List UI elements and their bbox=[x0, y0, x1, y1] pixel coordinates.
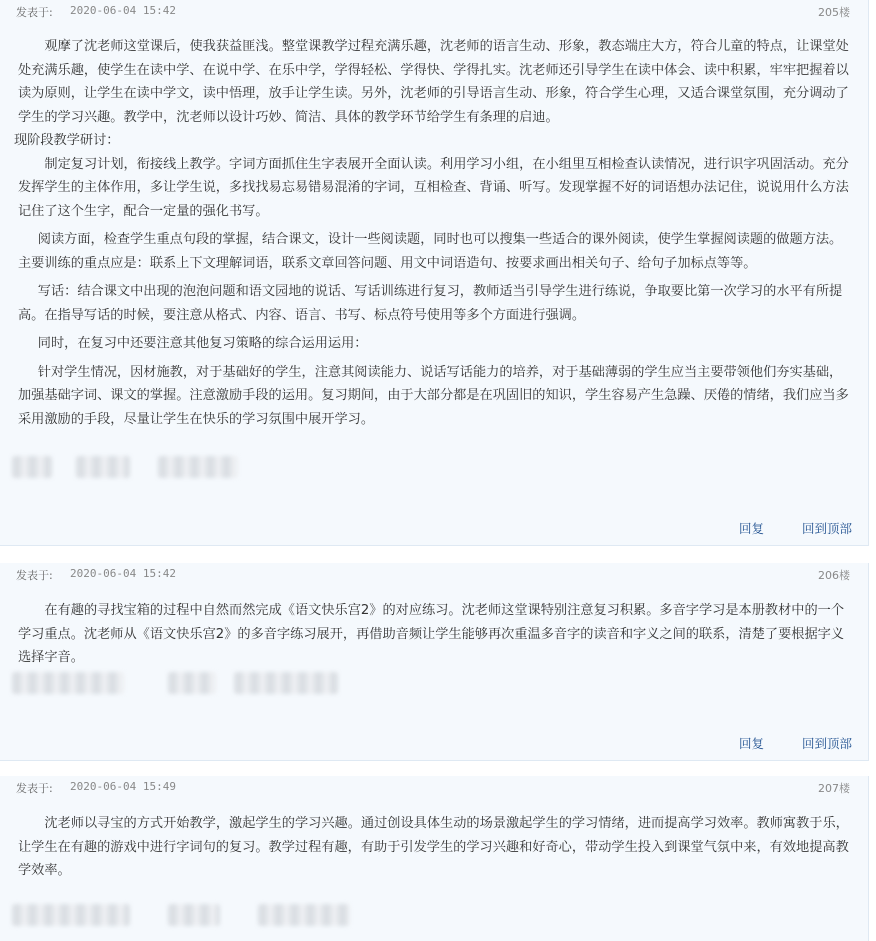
reply-link[interactable]: 回复 bbox=[738, 736, 764, 751]
blurred-content bbox=[234, 672, 338, 694]
blurred-content bbox=[158, 456, 238, 478]
blurred-content bbox=[12, 904, 130, 926]
paragraph: 观摩了沈老师这堂课后，使我获益匪浅。整堂课教学过程充满乐趣，沈老师的语言生动、形象，教态端庄大方，符合儿童的特点，让课堂处处充满乐趣，使学生在读中学、在说中学、在乐中学，学得轻松、学得快、学得扎实。沈老师还引导学生在读中体会、读中积累，牢牢把握着以读为原则，让学生在读中学文，读中悟理，放手让学生读。另外，沈老师的引导语言生动、形象，符合学生心理，又适合课堂氛围，充分调动了学生的学习兴趣。教学中，沈老师以设计巧妙、简洁、具体的教学环节给学生有条理的启迪。 bbox=[18, 39, 849, 125]
paragraph: 制定复习计划，衔接线上教学。字词方面抓住生字表展开全面认读。利用学习小组，在小组里互相检查认读情况，进行识字巩固活动。充分发挥学生的主体作用，多让学生说，多找找易忘易错易混淆的字词，互相检查、背诵、听写。发现掌握不好的词语想办法记住，说说用什么方法记住了这个生字，配合一定量的强化书写。 bbox=[18, 156, 849, 219]
post-207 bbox=[0, 776, 869, 941]
post-header bbox=[0, 776, 868, 798]
post-time: 2020-06-04 15:49 bbox=[70, 780, 176, 793]
blurred-content bbox=[12, 456, 52, 478]
floor-number: 207楼 bbox=[818, 782, 850, 795]
post-time: 2020-06-04 15:42 bbox=[70, 567, 176, 580]
floor-number: 206楼 bbox=[818, 569, 850, 582]
posted-label: 发表于: bbox=[16, 6, 53, 19]
reply-link[interactable]: 回复 bbox=[738, 521, 764, 536]
paragraph: 阅读方面，检查学生重点句段的掌握，结合课文，设计一些阅读题，同时也可以搜集一些适合的课外阅读，使学生掌握阅读题的做题方法。主要训练的重点应是：联系上下文理解词语，联系文章回答问题、用文中词语造句、按要求画出相关句子、给句子加标点等等。 bbox=[18, 232, 843, 271]
post-content bbox=[18, 812, 850, 883]
post-content bbox=[14, 35, 850, 431]
paragraph: 针对学生情况，因材施教，对于基础好的学生，注意其阅读能力、说话写话能力的培养，对于基础薄弱的学生应当主要带领他们夯实基础，加强基础字词、课文的掌握。注意激励手段的运用。复习期间，由于大部分都是在巩固旧的知识，学生容易产生急躁、厌倦的情绪，我们应当多采用激励的手段，尽量让学生在快乐的学习氛围中展开学习。 bbox=[18, 364, 849, 427]
post-actions bbox=[705, 734, 852, 752]
post-header bbox=[0, 0, 868, 22]
back-to-top-link[interactable]: 回到顶部 bbox=[801, 736, 852, 751]
floor-number: 205楼 bbox=[818, 6, 850, 19]
blurred-content bbox=[76, 456, 130, 478]
blurred-content bbox=[258, 904, 350, 926]
paragraph: 现阶段教学研讨： bbox=[14, 133, 120, 148]
post-content bbox=[18, 599, 850, 670]
blurred-content bbox=[168, 904, 220, 926]
blurred-content bbox=[168, 672, 216, 694]
post-header bbox=[0, 563, 868, 585]
post-206 bbox=[0, 563, 869, 761]
blurred-content bbox=[12, 672, 124, 694]
paragraph: 在有趣的寻找宝箱的过程中自然而然完成《语文快乐宫2》的对应练习。沈老师这堂课特别注意复习积累。多音字学习是本册教材中的一个学习重点。沈老师从《语文快乐宫2》的多音字练习展开，再借助音频让学生能够再次重温多音字的读音和字义之间的联系，清楚了要根据字义选择字音。 bbox=[18, 603, 845, 665]
paragraph: 同时，在复习中还要注意其他复习策略的综合运用运用： bbox=[37, 336, 368, 351]
posted-label: 发表于: bbox=[16, 569, 53, 582]
post-actions bbox=[705, 519, 852, 537]
paragraph: 写话：结合课文中出现的泡泡问题和语文园地的说话、写话训练进行复习，教师适当引导学生进行练说，争取要比第一次学习的水平有所提高。在指导写话的时候，要注意从格式、内容、语言、书写、标点符号使用等多个方面进行强调。 bbox=[18, 284, 843, 323]
post-time: 2020-06-04 15:42 bbox=[70, 4, 176, 17]
back-to-top-link[interactable]: 回到顶部 bbox=[801, 521, 852, 536]
posted-label: 发表于: bbox=[16, 782, 53, 795]
paragraph: 沈老师以寻宝的方式开始教学，激起学生的学习兴趣。通过创设具体生动的场景激起学生的学习情绪，进而提高学习效率。教师寓教于乐，让学生在有趣的游戏中进行字词句的复习。教学过程有趣，有助于引发学生的学习兴趣和好奇心，带动学生投入到课堂气氛中来，有效地提高教学效率。 bbox=[18, 816, 849, 878]
